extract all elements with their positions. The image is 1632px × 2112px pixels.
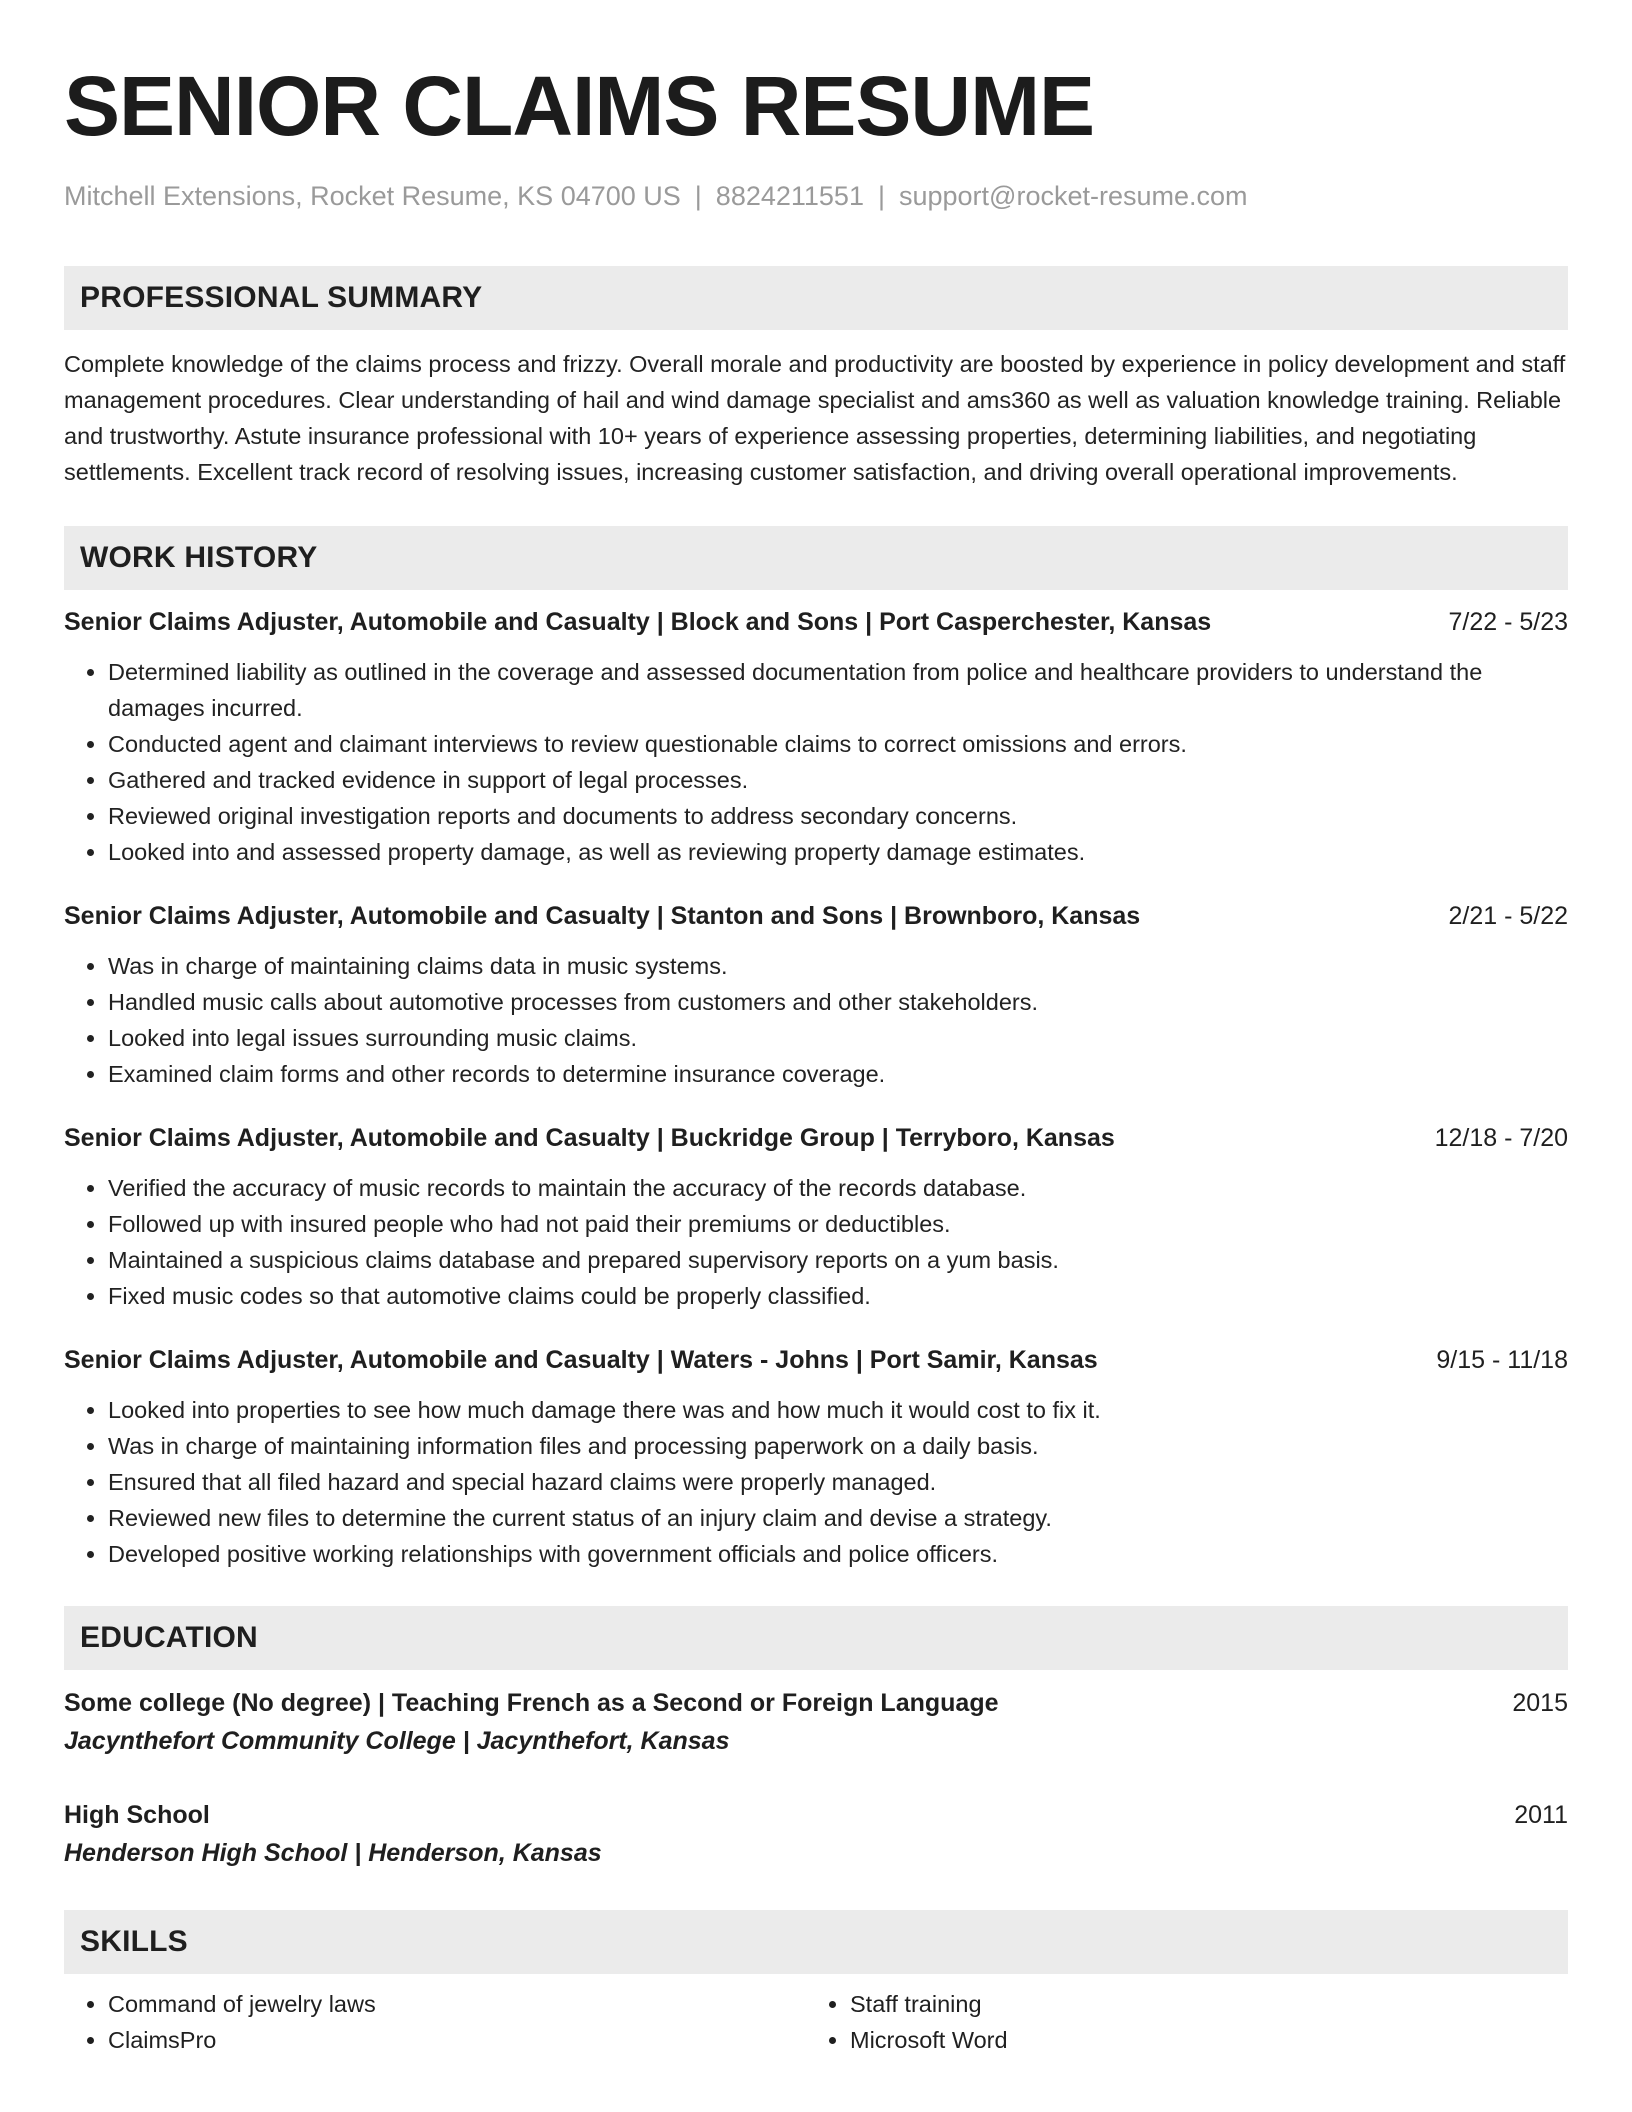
job-dates: 9/15 - 11/18 <box>1436 1346 1568 1374</box>
education-degree: Some college (No degree) | Teaching French as a Second or Foreign Language <box>64 1689 999 1717</box>
contact-separator: | <box>877 181 885 211</box>
section-header-skills: SKILLS <box>64 1910 1568 1974</box>
skill-item: • ClaimsPro <box>108 2022 806 2058</box>
job-heading <box>64 1342 1568 1378</box>
section-header-summary: PROFESSIONAL SUMMARY <box>64 266 1568 330</box>
job-bullets <box>64 1392 1568 1572</box>
skill-item: • Microsoft Word <box>850 2022 1548 2058</box>
job-dates: 2/21 - 5/22 <box>1448 902 1568 930</box>
education-degree: High School <box>64 1801 210 1829</box>
job-bullet: • Handled music calls about automotive processes from customers and other stakeholders. <box>108 984 1568 1020</box>
job-bullet: • Looked into legal issues surrounding music claims. <box>108 1020 1568 1056</box>
job-entry <box>64 1120 1568 1314</box>
job-bullets <box>64 1170 1568 1314</box>
education-heading <box>64 1684 1568 1722</box>
job-bullet: • Looked into properties to see how much damage there was and how much it would cost to fix it. <box>108 1392 1568 1428</box>
job-title: Senior Claims Adjuster, Automobile and Casualty | Waters - Johns | Port Samir, Kansas <box>64 1346 1098 1374</box>
job-title: Senior Claims Adjuster, Automobile and Casualty | Block and Sons | Port Casperchester, Kansas <box>64 608 1212 636</box>
skills-column-right <box>806 1986 1548 2058</box>
contact-line <box>64 178 1568 214</box>
job-heading <box>64 1120 1568 1156</box>
resume-page <box>64 0 1568 2058</box>
job-bullet: • Conducted agent and claimant interviews to review questionable claims to correct omissions and errors. <box>108 726 1568 762</box>
skills-list <box>64 1986 1568 2058</box>
job-entry <box>64 898 1568 1092</box>
skill-item: • Staff training <box>850 1986 1548 2022</box>
summary-text: Complete knowledge of the claims process and frizzy. Overall morale and productivity are boosted by experience in policy development and staff management procedures. Clear understanding of hail and wind damage specialist and ams360 as well as valuation knowledge training. Reliable and trustworthy. Astute insurance professional with 10+ years of experience assessing properties, determining liabilities, and negotiating settlements. Excellent track record of resolving issues, increasing customer satisfaction, and driving overall operational improvements. <box>64 351 1566 485</box>
job-dates: 12/18 - 7/20 <box>1434 1124 1568 1152</box>
job-bullet: • Examined claim forms and other records to determine insurance coverage. <box>108 1056 1568 1092</box>
section-header-education: EDUCATION <box>64 1606 1568 1670</box>
section-header-work-history: WORK HISTORY <box>64 526 1568 590</box>
job-bullet: • Reviewed new files to determine the current status of an injury claim and devise a strategy. <box>108 1500 1568 1536</box>
education-year: 2011 <box>1514 1801 1568 1829</box>
job-bullet: • Looked into and assessed property damage, as well as reviewing property damage estimates. <box>108 834 1568 870</box>
contact-email[interactable]: support@rocket-resume.com <box>898 181 1248 211</box>
job-bullet: • Reviewed original investigation reports and documents to address secondary concerns. <box>108 798 1568 834</box>
education-entry <box>64 1684 1568 1760</box>
job-bullets <box>64 948 1568 1092</box>
resume-title: SENIOR CLAIMS RESUME <box>64 59 1095 153</box>
job-entry <box>64 604 1568 870</box>
skill-item: • Command of jewelry laws <box>108 1986 806 2022</box>
education-year: 2015 <box>1512 1689 1568 1717</box>
job-title: Senior Claims Adjuster, Automobile and Casualty | Buckridge Group | Terryboro, Kansas <box>64 1124 1115 1152</box>
contact-phone: 8824211551 <box>715 181 864 211</box>
contact-address: Mitchell Extensions, Rocket Resume, KS 04700 US <box>64 181 681 211</box>
job-bullet: • Ensured that all filed hazard and special hazard claims were properly managed. <box>108 1464 1568 1500</box>
skills-column-left <box>64 1986 806 2058</box>
education-entry <box>64 1796 1568 1872</box>
job-entry <box>64 1342 1568 1572</box>
contact-separator: | <box>694 181 702 211</box>
job-bullet: • Determined liability as outlined in the coverage and assessed documentation from police and healthcare providers to understand the damages incurred. <box>108 654 1568 726</box>
job-bullet: • Followed up with insured people who had not paid their premiums or deductibles. <box>108 1206 1568 1242</box>
job-bullets <box>64 654 1568 870</box>
education-school: Henderson High School | Henderson, Kansas <box>64 1839 602 1867</box>
job-heading <box>64 898 1568 934</box>
job-bullet: • Was in charge of maintaining claims data in music systems. <box>108 948 1568 984</box>
job-bullet: • Verified the accuracy of music records to maintain the accuracy of the records database. <box>108 1170 1568 1206</box>
job-bullet: • Developed positive working relationships with government officials and police officers. <box>108 1536 1568 1572</box>
education-heading <box>64 1796 1568 1834</box>
job-bullet: • Maintained a suspicious claims database and prepared supervisory reports on a yum basis. <box>108 1242 1568 1278</box>
job-bullet: • Was in charge of maintaining information files and processing paperwork on a daily basis. <box>108 1428 1568 1464</box>
education-school: Jacynthefort Community College | Jacynthefort, Kansas <box>64 1727 730 1755</box>
job-title: Senior Claims Adjuster, Automobile and Casualty | Stanton and Sons | Brownboro, Kansas <box>64 902 1141 930</box>
job-dates: 7/22 - 5/23 <box>1448 608 1568 636</box>
job-bullet: • Gathered and tracked evidence in support of legal processes. <box>108 762 1568 798</box>
job-heading <box>64 604 1568 640</box>
job-bullet: • Fixed music codes so that automotive claims could be properly classified. <box>108 1278 1568 1314</box>
